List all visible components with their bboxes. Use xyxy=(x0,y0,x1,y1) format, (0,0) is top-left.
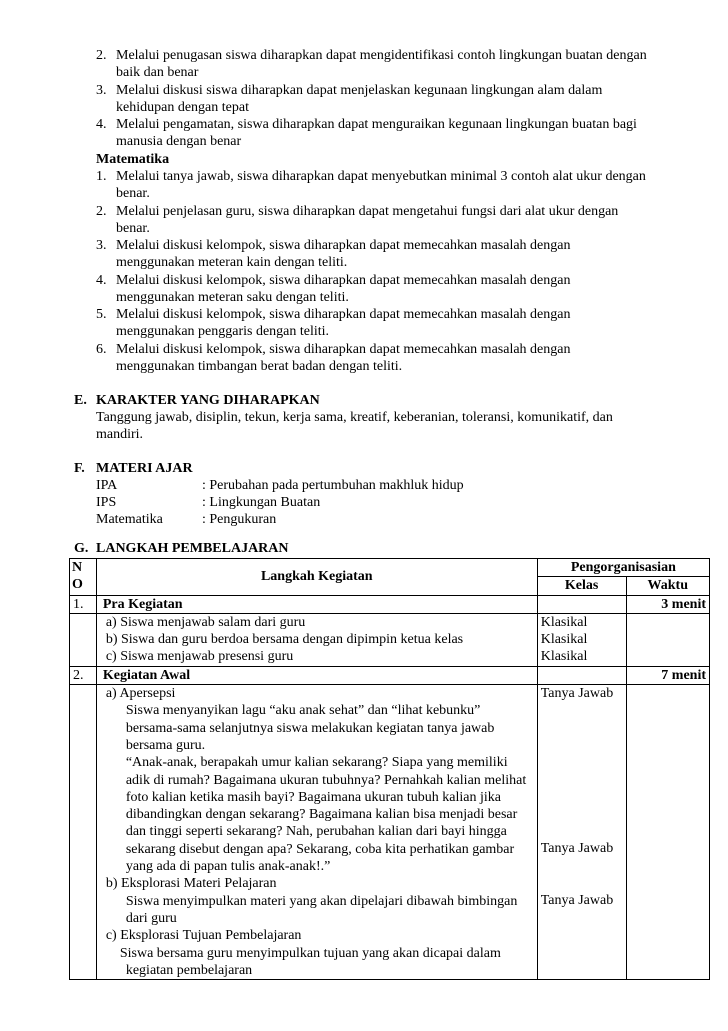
math-num: 3. xyxy=(96,238,107,253)
table-header-row-1 xyxy=(70,559,710,577)
section-f-title: MATERI AJAR xyxy=(96,461,193,476)
materi-subject: IPA xyxy=(96,478,118,493)
row-item-block xyxy=(96,685,537,980)
item-line: bersama-sama selanjutnya siswa melakukan kegiatan tanya jawab xyxy=(125,720,495,736)
math-line: benar. xyxy=(116,221,150,236)
section-e-title: KARAKTER YANG DIHARAPKAN xyxy=(96,393,320,408)
row-no-empty xyxy=(70,685,97,980)
item-line: a) Apersepsi xyxy=(105,686,176,702)
materi-value: : Lingkungan Buatan xyxy=(202,495,321,510)
math-line: menggunakan timbangan berat badan dengan teliti. xyxy=(116,359,403,374)
table-row xyxy=(70,595,710,613)
math-line: Melalui diskusi kelompok, siswa diharapkan dapat memecahkan masalah dengan xyxy=(116,307,571,322)
math-num: 2. xyxy=(96,204,107,219)
math-num: 1. xyxy=(96,169,107,184)
header-no-1: N xyxy=(72,560,83,575)
tujuan-line: kehidupan dengan tepat xyxy=(116,100,249,115)
table-row xyxy=(70,613,710,631)
item-line: c) Eksplorasi Tujuan Pembelajaran xyxy=(105,928,302,944)
item-line: dan tinggi seperti sekarang? Nah, perubahan kalian dari bayi hingga xyxy=(125,824,507,840)
item-line: b) Eksplorasi Materi Pelajaran xyxy=(105,876,277,892)
math-line: benar. xyxy=(116,186,150,201)
table-row xyxy=(70,685,710,980)
materi-subject: Matematika xyxy=(96,512,163,527)
item-line: dibandingkan dengan sekarang? Bagaimana kalian bisa menjadi besar xyxy=(125,807,518,823)
row-waktu-empty xyxy=(626,685,709,980)
item-line: “Anak-anak, berapakah umur kalian sekarang? Siapa yang memiliki xyxy=(125,755,508,771)
tujuan-line: Melalui penugasan siswa diharapkan dapat mengidentifikasi contoh lingkungan buatan dengan xyxy=(116,48,647,63)
kelas-spacer xyxy=(541,702,623,840)
table-row xyxy=(70,648,710,666)
header-langkah: Langkah Kegiatan xyxy=(96,559,537,596)
table-row xyxy=(70,631,710,648)
materi-subject: IPS xyxy=(96,495,117,510)
row-item: b) Siswa dan guru berdoa bersama dengan dipimpin ketua kelas xyxy=(96,631,537,648)
math-line: Melalui diskusi kelompok, siswa diharapkan dapat memecahkan masalah dengan xyxy=(116,342,571,357)
header-no xyxy=(70,559,97,596)
row-no-empty xyxy=(70,613,97,666)
row-kelas-block xyxy=(537,685,626,980)
row-waktu: 7 menit xyxy=(626,666,709,684)
header-pengorganisasian: Pengorganisasian xyxy=(537,559,709,577)
math-line: menggunakan meteran saku dengan teliti. xyxy=(116,290,349,305)
row-kelas: Klasikal xyxy=(537,613,626,631)
math-line: Melalui penjelasan guru, siswa diharapkan dapat mengetahui fungsi dari alat ukur dengan xyxy=(116,204,619,219)
item-line: dari guru xyxy=(125,910,177,926)
tujuan-line: Melalui diskusi siswa diharapkan dapat menjelaskan kegunaan lingkungan alam dalam xyxy=(116,83,603,98)
tujuan-num-3: 3. xyxy=(96,83,107,98)
tujuan-line: baik dan benar xyxy=(116,65,199,80)
karakter-text: Tanggung jawab, disiplin, tekun, kerja sama, kreatif, keberanian, toleransi, komunikatif, dan xyxy=(96,410,613,425)
item-line: sekarang disebut dengan apa? Sekarang, coba kita perhatikan gambar xyxy=(125,841,515,857)
tujuan-line: manusia dengan benar xyxy=(116,134,242,149)
math-line: Melalui diskusi kelompok, siswa diharapkan dapat memecahkan masalah dengan xyxy=(116,273,571,288)
kelas-spacer xyxy=(541,858,623,893)
table-row xyxy=(70,666,710,684)
row-item: a) Siswa menjawab salam dari guru xyxy=(96,613,537,631)
item-line: kegiatan pembelajaran xyxy=(125,962,253,978)
langkah-table xyxy=(69,558,710,980)
section-f-letter: F. xyxy=(74,461,85,476)
matematika-heading: Matematika xyxy=(96,152,170,167)
item-line: Siswa bersama guru menyimpulkan tujuan yang akan dicapai dalam xyxy=(119,945,501,961)
row-item: c) Siswa menjawab presensi guru xyxy=(96,648,537,666)
section-g-letter: G. xyxy=(74,541,89,556)
math-line: Melalui diskusi kelompok, siswa diharapkan dapat memecahkan masalah dengan xyxy=(116,238,571,253)
row-no: 2. xyxy=(70,666,97,684)
kelas-line: Tanya Jawab xyxy=(540,686,614,702)
header-no-2: O xyxy=(72,577,83,592)
row-kelas-empty xyxy=(537,595,626,613)
item-line: foto kalian ketika masih bayi? Bagaimana ukuran tubuh kalian jika xyxy=(125,789,502,805)
materi-value: : Pengukuran xyxy=(202,512,277,527)
kelas-line: Tanya Jawab xyxy=(540,893,614,909)
row-kelas: Klasikal xyxy=(537,648,626,666)
tujuan-num-2: 2. xyxy=(96,48,107,63)
row-waktu-empty xyxy=(626,613,709,666)
row-kelas-empty xyxy=(537,666,626,684)
row-waktu: 3 menit xyxy=(626,595,709,613)
math-line: Melalui tanya jawab, siswa diharapkan dapat menyebutkan minimal 3 contoh alat ukur dengan xyxy=(116,169,646,184)
item-line: adik di rumah? Bagaimana ukuran tubuhnya? Pernahkah kalian melihat xyxy=(125,772,527,788)
math-line: menggunakan penggaris dengan teliti. xyxy=(116,324,330,339)
header-kelas: Kelas xyxy=(537,577,626,595)
math-line: menggunakan meteran kain dengan teliti. xyxy=(116,255,348,270)
row-title: Kegiatan Awal xyxy=(96,666,537,684)
item-line: bersama guru. xyxy=(125,737,206,753)
row-title: Pra Kegiatan xyxy=(96,595,537,613)
math-num: 4. xyxy=(96,273,107,288)
tujuan-line: Melalui pengamatan, siswa diharapkan dapat menguraikan kegunaan lingkungan buatan bagi xyxy=(116,117,637,132)
row-kelas: Klasikal xyxy=(537,631,626,648)
item-line: Siswa menyimpulkan materi yang akan dipelajari dibawah bimbingan xyxy=(125,893,518,909)
tujuan-num-4: 4. xyxy=(96,117,107,132)
item-line: Siswa menyanyikan lagu “aku anak sehat” dan “lihat kebunku” xyxy=(125,703,481,719)
math-num: 5. xyxy=(96,307,107,322)
header-waktu: Waktu xyxy=(626,577,709,595)
materi-value: : Perubahan pada pertumbuhan makhluk hidup xyxy=(202,478,464,493)
karakter-text: mandiri. xyxy=(96,427,144,442)
section-g-title: LANGKAH PEMBELAJARAN xyxy=(96,541,289,556)
row-no: 1. xyxy=(70,595,97,613)
math-num: 6. xyxy=(96,342,107,357)
section-e-letter: E. xyxy=(74,393,87,408)
kelas-line: Tanya Jawab xyxy=(540,841,614,857)
item-line: yang ada di papan tulis anak-anak!.” xyxy=(125,859,331,875)
